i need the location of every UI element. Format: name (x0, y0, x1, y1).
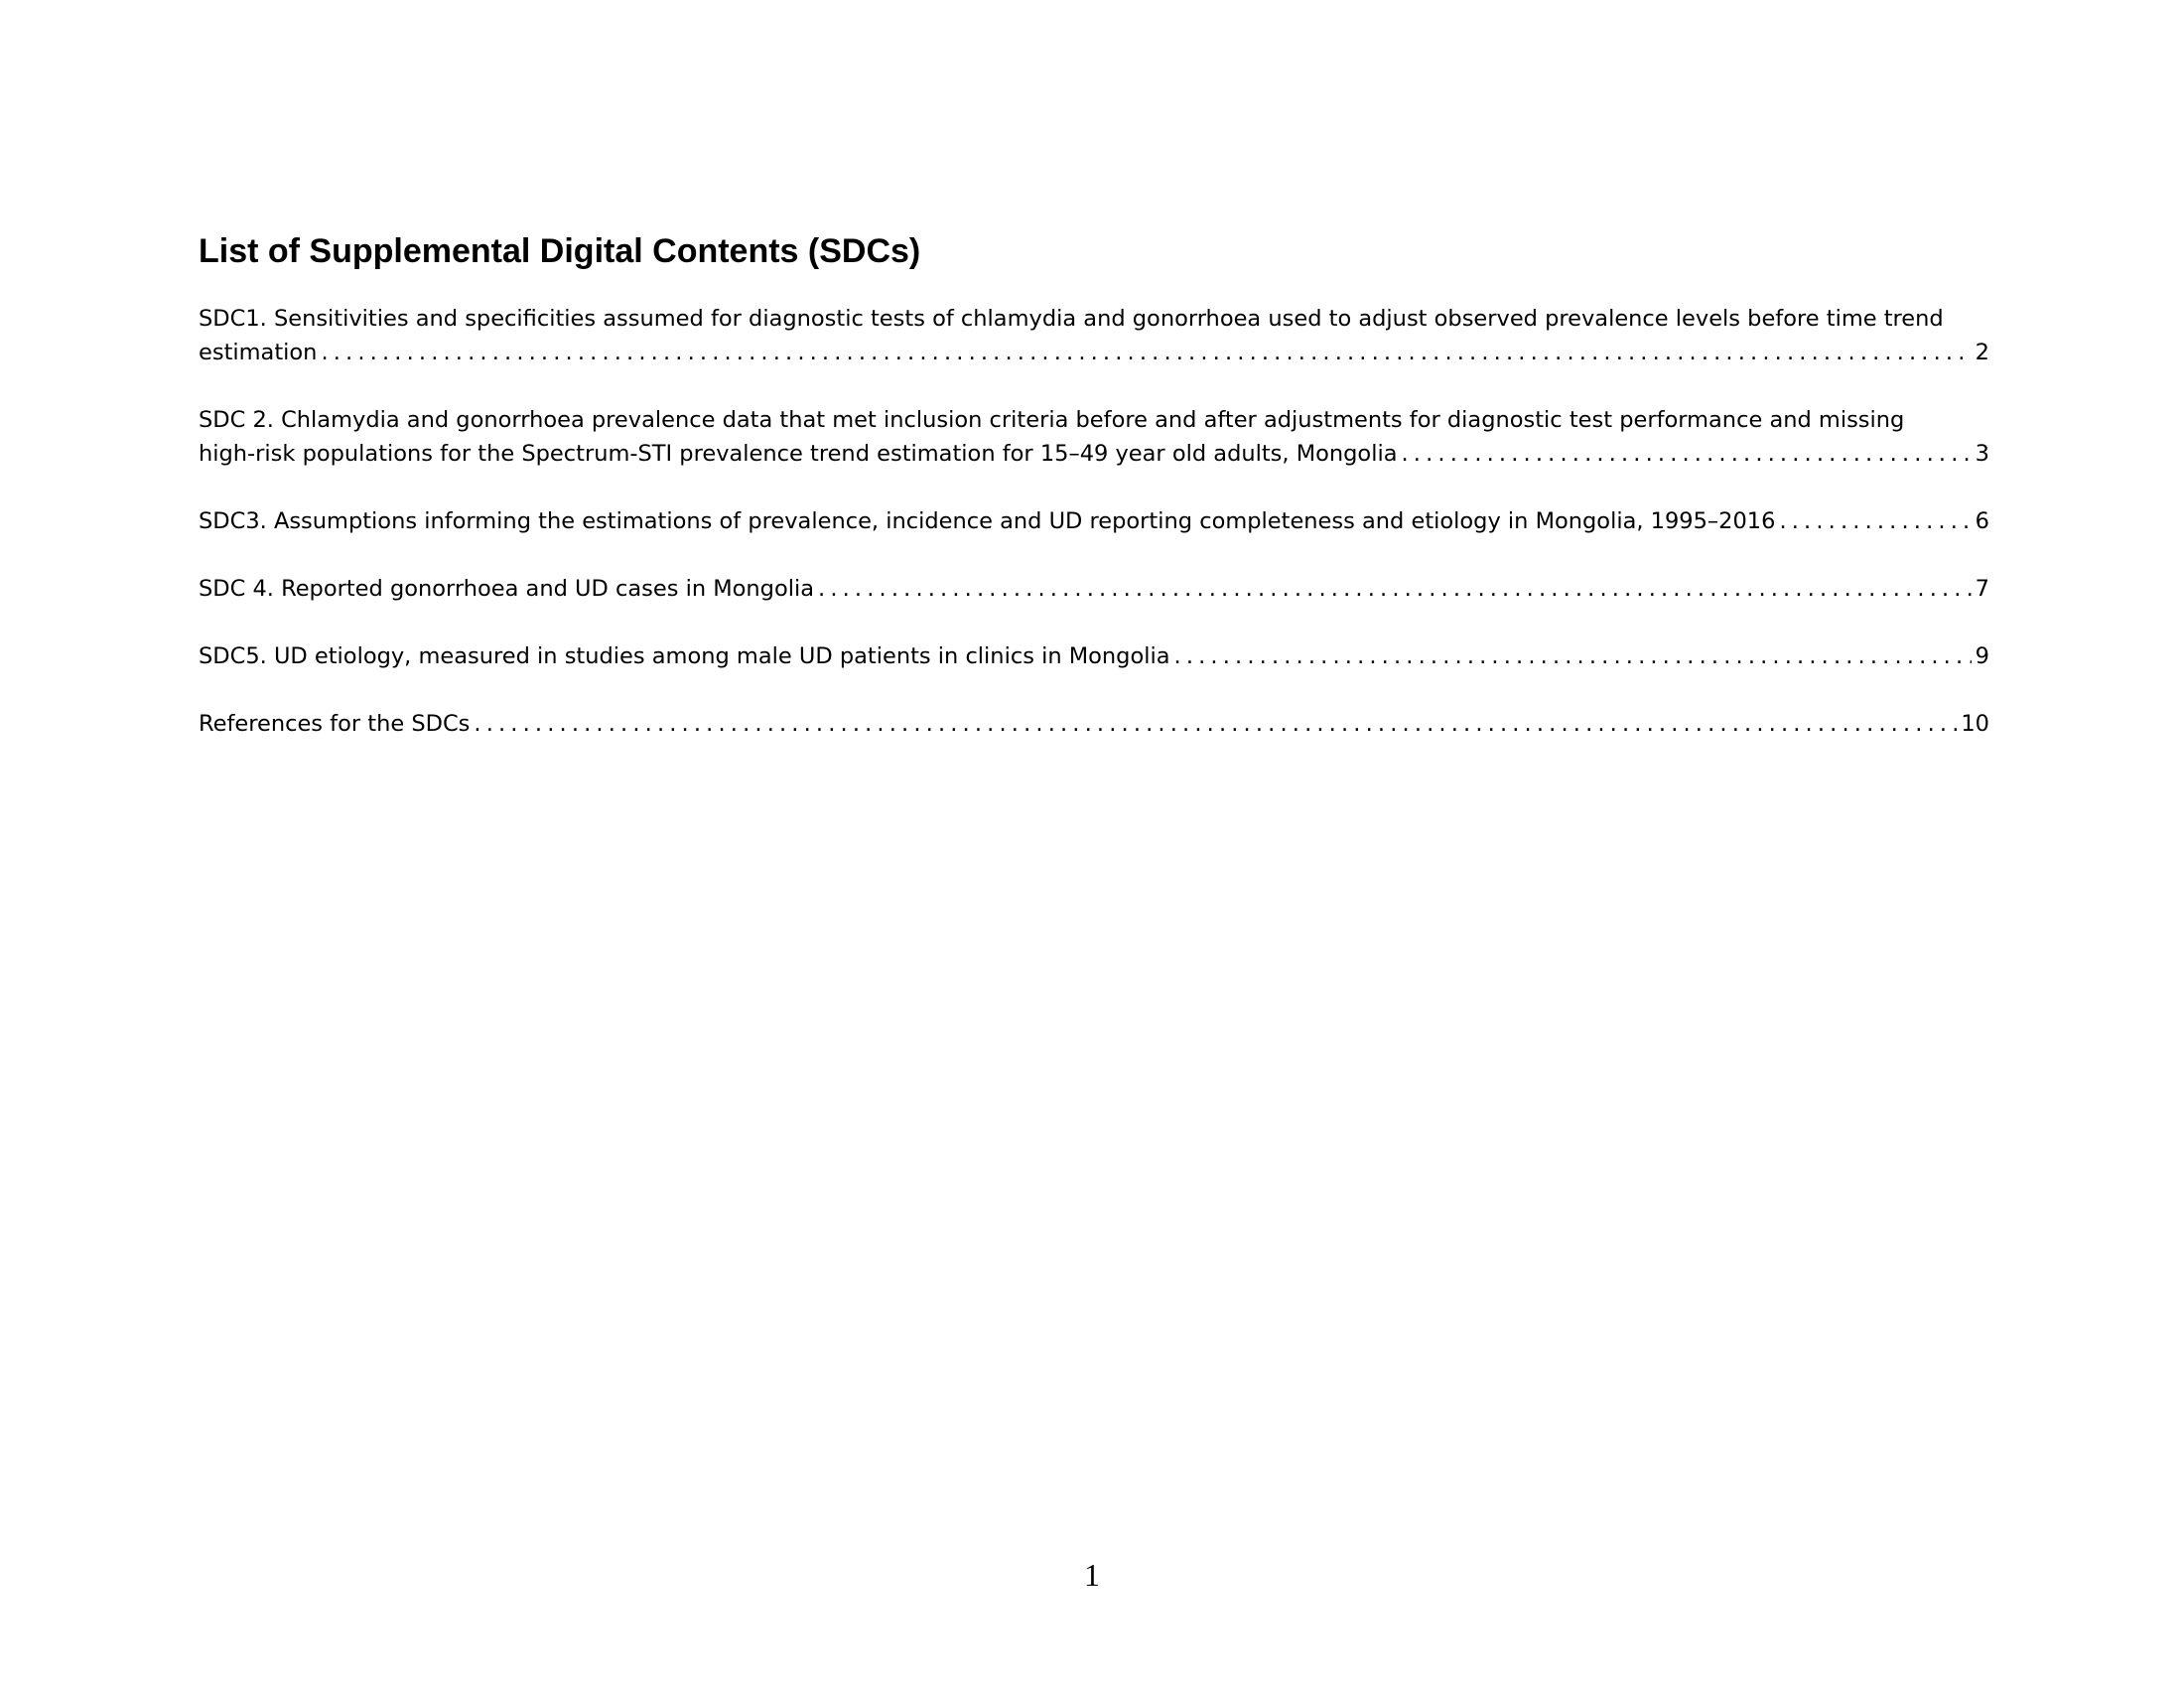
toc-entry-text: SDC3. Assumptions informing the estimations of prevalence, incidence and UD reporting completeness and etiology in Mongolia, 1995–2016 (199, 508, 1776, 534)
toc-page-number: 6 (1975, 508, 1989, 534)
toc-entry-text: estimation (199, 340, 318, 365)
toc-page-number: 7 (1975, 576, 1989, 602)
toc-page-number: 3 (1975, 441, 1989, 467)
toc-entry-text: References for the SDCs (199, 711, 471, 737)
dot-leader (1174, 639, 1972, 673)
dot-leader (1402, 437, 1972, 471)
dot-leader (1779, 504, 1971, 538)
toc-entry-references[interactable] (199, 707, 1989, 741)
toc-entry-text: SDC 2. Chlamydia and gonorrhoea prevalence data that met inclusion criteria before and after adjustments for diagnostic test performance and missing (199, 407, 1905, 433)
dot-leader (818, 572, 1972, 606)
toc-entry-sdc1[interactable] (199, 302, 1989, 369)
page-title: List of Supplemental Digital Contents (SDCs) (199, 232, 921, 270)
toc-page-number: 10 (1961, 711, 1989, 737)
page-footer-number: 1 (1084, 1557, 1100, 1593)
toc-page-number: 9 (1975, 643, 1989, 669)
toc-entry-sdc4[interactable] (199, 572, 1989, 606)
toc-entry-text: SDC 4. Reported gonorrhoea and UD cases in Mongolia (199, 576, 815, 602)
dot-leader (321, 336, 1971, 369)
toc-entry-sdc5[interactable] (199, 639, 1989, 673)
toc-entry-text: SDC1. Sensitivities and specificities assumed for diagnostic tests of chlamydia and gonorrhoea used to adjust observed prevalence levels before time trend (199, 306, 1944, 332)
toc-entry-text: SDC5. UD etiology, measured in studies among male UD patients in clinics in Mongolia (199, 643, 1170, 669)
toc-entry-text: high-risk populations for the Spectrum-STI prevalence trend estimation for 15–49 year old adults, Mongolia (199, 441, 1398, 467)
toc-entry-sdc3[interactable] (199, 504, 1989, 538)
toc-entry-sdc2[interactable] (199, 403, 1989, 471)
toc-page-number: 2 (1975, 340, 1989, 365)
dot-leader (474, 707, 1957, 741)
table-of-contents (199, 302, 1989, 774)
